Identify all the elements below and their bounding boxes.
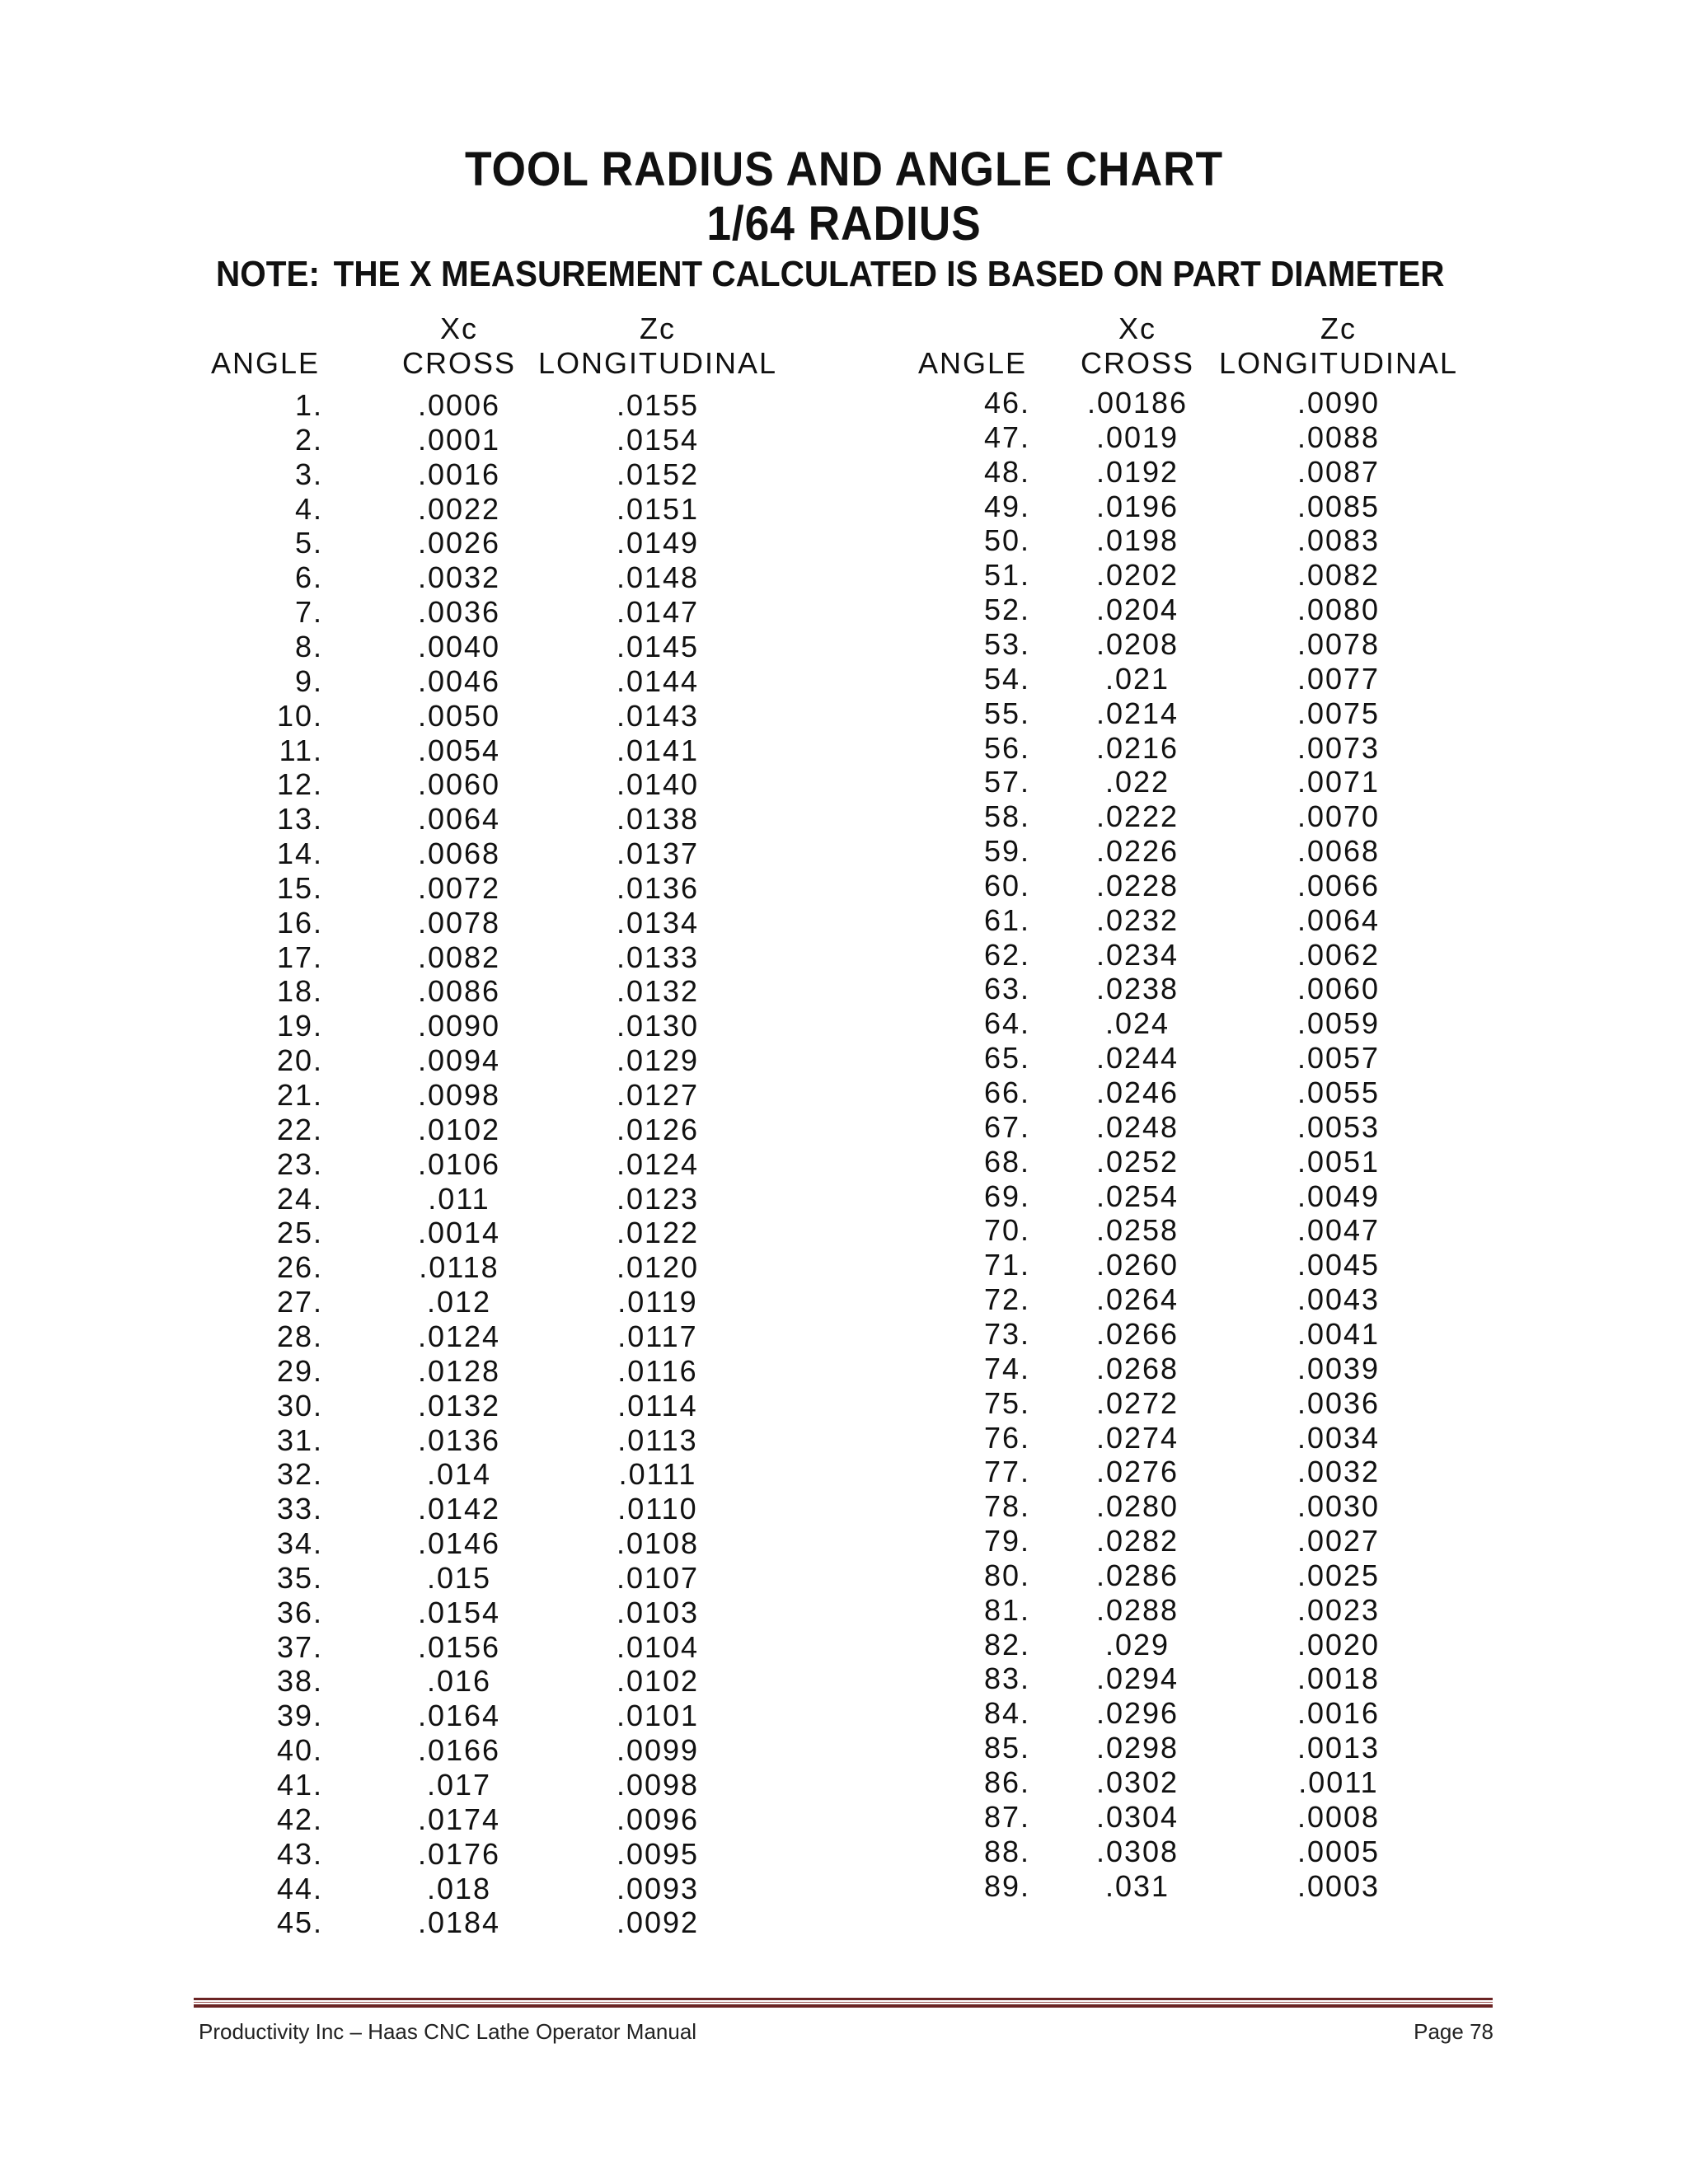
right-header-longitudinal: LONGITUDINAL (1218, 346, 1459, 380)
left-table-cell-zc-longitudinal: .0095 (616, 1836, 700, 1871)
left-table-cell-angle: 45. (276, 1905, 323, 1940)
right-table-cell-zc-longitudinal: .0087 (1296, 454, 1381, 489)
right-table-cell-angle: 83. (983, 1661, 1030, 1696)
right-table-cell-angle: 58. (983, 799, 1030, 834)
right-table-cell-xc-cross: .0288 (1095, 1592, 1179, 1627)
left-table-cell-xc-cross: .0132 (417, 1388, 501, 1422)
right-table-cell-angle: 74. (983, 1351, 1030, 1385)
left-table-cell-angle: 14. (276, 837, 323, 871)
right-table-cell-angle: 81. (983, 1592, 1030, 1627)
left-table-cell-angle: 27. (276, 1285, 323, 1319)
left-table-cell-angle: 38. (276, 1664, 323, 1699)
left-table-cell-angle: 20. (276, 1043, 323, 1078)
right-table-cell-zc-longitudinal: .0059 (1296, 1006, 1381, 1041)
left-table-cell-angle: 31. (276, 1422, 323, 1457)
left-table-cell-angle: 36. (276, 1595, 323, 1629)
left-table-cell-zc-longitudinal: .0147 (616, 595, 700, 630)
right-table-cell-zc-longitudinal: .0005 (1296, 1834, 1381, 1868)
left-table-cell-xc-cross: .016 (426, 1664, 492, 1699)
left-table-cell-zc-longitudinal: .0099 (616, 1733, 700, 1768)
right-table-cell-xc-cross: .0274 (1095, 1420, 1179, 1455)
left-table-cell-angle: 32. (276, 1457, 323, 1492)
right-table-cell-zc-longitudinal: .0041 (1296, 1316, 1381, 1351)
right-table-cell-zc-longitudinal: .0060 (1296, 972, 1381, 1006)
right-table-cell-angle: 87. (983, 1799, 1030, 1834)
left-table-cell-angle: 30. (276, 1388, 323, 1422)
left-table-cell-zc-longitudinal: .0098 (616, 1768, 700, 1802)
right-table-cell-zc-longitudinal: .0049 (1296, 1179, 1381, 1213)
left-table-cell-zc-longitudinal: .0130 (616, 1009, 700, 1043)
right-header-angle: ANGLE (917, 346, 1028, 380)
left-table-cell-xc-cross: .0164 (417, 1699, 501, 1733)
left-table-cell-xc-cross: .0082 (417, 940, 501, 974)
right-table-cell-xc-cross: .00186 (1086, 386, 1189, 419)
right-table-cell-zc-longitudinal: .0027 (1296, 1524, 1381, 1558)
right-table-cell-xc-cross: .0304 (1095, 1799, 1179, 1834)
left-table-cell-angle: 5. (294, 526, 323, 560)
left-table-cell-zc-longitudinal: .0138 (616, 802, 700, 837)
left-table-cell-xc-cross: .0014 (417, 1216, 501, 1250)
right-table-cell-angle: 85. (983, 1731, 1030, 1765)
right-table-cell-xc-cross: .0204 (1095, 593, 1179, 627)
right-table-cell-xc-cross: .0198 (1095, 523, 1179, 558)
left-table-cell-zc-longitudinal: .0104 (616, 1629, 700, 1664)
left-table-cell-xc-cross: .0006 (417, 388, 501, 422)
left-table-cell-zc-longitudinal: .0111 (618, 1457, 697, 1492)
left-table-cell-angle: 23. (276, 1146, 323, 1181)
right-table-cell-xc-cross: .0238 (1095, 972, 1179, 1006)
left-table-cell-xc-cross: .0036 (417, 595, 501, 630)
right-table-cell-xc-cross: .0202 (1095, 558, 1179, 593)
left-table-cell-xc-cross: .015 (426, 1560, 492, 1595)
chart-subtitle: 1/64 RADIUS (706, 197, 982, 251)
right-table-cell-angle: 48. (983, 454, 1030, 489)
left-table-cell-xc-cross: .018 (426, 1871, 492, 1905)
right-table-cell-zc-longitudinal: .0083 (1296, 523, 1381, 558)
left-table-cell-xc-cross: .014 (426, 1457, 492, 1492)
left-table-cell-zc-longitudinal: .0133 (616, 940, 700, 974)
left-table-cell-zc-longitudinal: .0101 (616, 1699, 700, 1733)
right-table-cell-zc-longitudinal: .0047 (1296, 1213, 1381, 1248)
left-table-cell-xc-cross: .0176 (417, 1836, 501, 1871)
right-table-cell-angle: 77. (983, 1455, 1030, 1489)
right-table-cell-xc-cross: .0282 (1095, 1524, 1179, 1558)
left-table-cell-xc-cross: .0046 (417, 663, 501, 698)
right-table-cell-xc-cross: .0208 (1095, 626, 1179, 661)
left-table-cell-xc-cross: .0102 (417, 1112, 501, 1146)
right-table-cell-xc-cross: .0252 (1095, 1144, 1179, 1179)
right-table-cell-xc-cross: .0302 (1095, 1765, 1179, 1799)
left-table-cell-xc-cross: .0166 (417, 1733, 501, 1768)
right-table-cell-angle: 67. (983, 1109, 1030, 1144)
left-table-cell-xc-cross: .0001 (417, 422, 501, 457)
left-table-cell-xc-cross: .0118 (419, 1250, 499, 1285)
right-table-cell-angle: 63. (983, 972, 1030, 1006)
left-table-cell-zc-longitudinal: .0107 (616, 1560, 700, 1595)
right-table-cell-xc-cross: .0268 (1095, 1351, 1179, 1385)
right-table-cell-zc-longitudinal: .0003 (1296, 1868, 1381, 1903)
right-table-cell-angle: 84. (983, 1696, 1030, 1731)
left-table-cell-zc-longitudinal: .0148 (616, 560, 700, 595)
right-table-cell-xc-cross: .0196 (1095, 489, 1179, 523)
right-table-cell-zc-longitudinal: .0016 (1296, 1696, 1381, 1731)
right-table-cell-angle: 72. (983, 1282, 1030, 1317)
right-header-cross: CROSS (1080, 346, 1195, 380)
right-table-cell-zc-longitudinal: .0043 (1296, 1282, 1381, 1317)
left-table-cell-angle: 17. (276, 940, 323, 974)
right-table-cell-xc-cross: .0272 (1095, 1385, 1179, 1420)
left-table-cell-angle: 11. (279, 733, 323, 767)
right-table-cell-angle: 73. (983, 1316, 1030, 1351)
left-table-cell-angle: 2. (294, 422, 323, 457)
right-table-cell-xc-cross: .0266 (1095, 1316, 1179, 1351)
left-table-cell-zc-longitudinal: .0140 (616, 767, 700, 802)
right-table-cell-xc-cross: .0264 (1095, 1282, 1179, 1317)
right-table-cell-angle: 54. (983, 661, 1030, 696)
right-table-cell-zc-longitudinal: .0034 (1296, 1420, 1381, 1455)
right-table-cell-angle: 56. (983, 730, 1030, 765)
left-table-cell-angle: 15. (276, 870, 323, 905)
left-table-cell-xc-cross: .017 (426, 1768, 492, 1802)
left-header-xc: Xc (439, 312, 478, 345)
right-table-cell-xc-cross: .0232 (1095, 902, 1179, 937)
left-table-cell-angle: 3. (294, 457, 323, 491)
right-table-cell-angle: 49. (983, 489, 1030, 523)
left-table-cell-zc-longitudinal: .0132 (616, 974, 700, 1009)
left-table-cell-zc-longitudinal: .0120 (616, 1250, 700, 1285)
left-table-cell-zc-longitudinal: .0123 (616, 1181, 700, 1216)
left-table-cell-xc-cross: .0040 (417, 629, 501, 663)
right-table-cell-zc-longitudinal: .0045 (1296, 1248, 1381, 1282)
left-table-cell-zc-longitudinal: .0134 (616, 905, 700, 940)
left-table-cell-zc-longitudinal: .0145 (616, 629, 700, 663)
left-table-cell-zc-longitudinal: .0124 (616, 1146, 700, 1181)
right-table-cell-zc-longitudinal: .0085 (1296, 489, 1381, 523)
left-table-cell-zc-longitudinal: .0114 (617, 1388, 698, 1422)
left-table-cell-angle: 40. (276, 1733, 323, 1768)
note-text: THE X MEASUREMENT CALCULATED IS BASED ON PART DIAMETER (333, 254, 1445, 294)
right-table-cell-zc-longitudinal: .0053 (1296, 1109, 1381, 1144)
left-table-cell-angle: 7. (294, 595, 323, 630)
left-table-cell-zc-longitudinal: .0152 (616, 457, 700, 491)
left-table-cell-zc-longitudinal: .0110 (617, 1492, 698, 1526)
left-table-cell-zc-longitudinal: .0136 (616, 870, 700, 905)
right-table-cell-angle: 69. (983, 1179, 1030, 1213)
left-table-cell-xc-cross: .0154 (417, 1595, 501, 1629)
right-table-cell-zc-longitudinal: .0020 (1296, 1627, 1381, 1661)
left-table-cell-angle: 9. (294, 663, 323, 698)
left-table-cell-xc-cross: .0078 (417, 905, 501, 940)
right-table-cell-xc-cross: .0254 (1095, 1179, 1179, 1213)
left-table-cell-zc-longitudinal: .0092 (616, 1905, 700, 1940)
right-table-cell-angle: 64. (983, 1006, 1030, 1041)
left-table-cell-xc-cross: .011 (428, 1181, 490, 1216)
right-table-cell-zc-longitudinal: .0057 (1296, 1041, 1381, 1076)
left-table-cell-zc-longitudinal: .0102 (616, 1664, 700, 1699)
right-table-cell-xc-cross: .0286 (1095, 1558, 1179, 1592)
left-table-cell-zc-longitudinal: .0137 (616, 837, 700, 871)
right-table-cell-angle: 80. (983, 1558, 1030, 1592)
left-table-cell-angle: 25. (276, 1216, 323, 1250)
left-table-cell-zc-longitudinal: .0116 (617, 1353, 698, 1388)
left-table-cell-angle: 43. (276, 1836, 323, 1871)
footer-manual-title: Productivity Inc – Haas CNC Lathe Operator Manual (199, 2019, 697, 2044)
right-table-cell-xc-cross: .0234 (1095, 937, 1179, 972)
right-table-cell-angle: 65. (983, 1041, 1030, 1076)
left-table-cell-xc-cross: .0184 (417, 1905, 501, 1940)
right-table-cell-xc-cross: .0244 (1095, 1041, 1179, 1076)
left-table-cell-angle: 29. (276, 1353, 323, 1388)
left-header-cross: CROSS (401, 346, 517, 380)
right-header-zc: Zc (1320, 312, 1357, 345)
left-table-cell-zc-longitudinal: .0103 (616, 1595, 700, 1629)
left-table-cell-xc-cross: .0016 (417, 457, 501, 491)
right-table-cell-xc-cross: .0276 (1095, 1455, 1179, 1489)
right-table-cell-xc-cross: .0260 (1095, 1248, 1179, 1282)
right-table-cell-xc-cross: .0222 (1095, 799, 1179, 834)
right-table-cell-zc-longitudinal: .0039 (1296, 1351, 1381, 1385)
right-table-cell-zc-longitudinal: .0032 (1296, 1455, 1381, 1489)
right-table-cell-angle: 82. (983, 1627, 1030, 1661)
right-table-cell-xc-cross: .0228 (1095, 868, 1179, 902)
left-table-cell-xc-cross: .0174 (417, 1802, 501, 1836)
right-table-cell-zc-longitudinal: .0080 (1296, 593, 1381, 627)
right-table-cell-zc-longitudinal: .0088 (1296, 419, 1381, 454)
left-table-cell-zc-longitudinal: .0141 (616, 733, 700, 767)
left-table-cell-angle: 42. (276, 1802, 323, 1836)
left-table-cell-xc-cross: .0064 (417, 802, 501, 837)
left-header-angle: ANGLE (210, 346, 321, 380)
note-label: NOTE: (216, 254, 320, 294)
right-table-cell-angle: 78. (983, 1489, 1030, 1524)
left-table-cell-angle: 10. (276, 698, 323, 733)
left-table-cell-zc-longitudinal: .0126 (616, 1112, 700, 1146)
left-table-cell-angle: 6. (294, 560, 323, 595)
right-table-cell-angle: 70. (983, 1213, 1030, 1248)
right-table-cell-angle: 89. (983, 1868, 1030, 1903)
right-table-cell-angle: 52. (983, 593, 1030, 627)
left-table-cell-xc-cross: .0060 (417, 767, 501, 802)
right-table-cell-xc-cross: .0258 (1095, 1213, 1179, 1248)
left-table-cell-xc-cross: .0142 (417, 1492, 501, 1526)
left-table-cell-xc-cross: .0086 (417, 974, 501, 1009)
right-table-cell-zc-longitudinal: .0071 (1296, 765, 1381, 799)
right-table-cell-zc-longitudinal: .0077 (1296, 661, 1381, 696)
right-table-cell-xc-cross: .024 (1104, 1006, 1170, 1041)
left-table-cell-angle: 16. (276, 905, 323, 940)
right-table-cell-angle: 71. (983, 1248, 1030, 1282)
left-table-cell-angle: 22. (276, 1112, 323, 1146)
right-table-cell-xc-cross: .031 (1104, 1868, 1170, 1903)
left-table-cell-xc-cross: .0136 (417, 1422, 501, 1457)
right-table-cell-zc-longitudinal: .0068 (1296, 834, 1381, 869)
right-table-cell-xc-cross: .0226 (1095, 834, 1179, 869)
left-table-cell-xc-cross: .0054 (417, 733, 501, 767)
right-table-cell-angle: 47. (983, 419, 1030, 454)
left-table-cell-xc-cross: .0022 (417, 491, 501, 526)
right-table-cell-xc-cross: .0308 (1095, 1834, 1179, 1868)
left-table-cell-zc-longitudinal: .0149 (616, 526, 700, 560)
right-table-cell-xc-cross: .0192 (1095, 454, 1179, 489)
left-table-cell-zc-longitudinal: .0151 (616, 491, 700, 526)
right-table-cell-xc-cross: .022 (1104, 765, 1170, 799)
left-table-cell-angle: 24. (276, 1181, 323, 1216)
left-table-cell-xc-cross: .0156 (417, 1629, 501, 1664)
right-table-cell-zc-longitudinal: .0051 (1296, 1144, 1381, 1179)
right-table-cell-angle: 79. (983, 1524, 1030, 1558)
left-table-cell-angle: 1. (294, 388, 323, 422)
right-table-cell-angle: 66. (983, 1076, 1030, 1109)
right-table-cell-zc-longitudinal: .0023 (1296, 1592, 1381, 1627)
chart-title: TOOL RADIUS AND ANGLE CHART (464, 143, 1224, 196)
right-table-cell-angle: 51. (983, 558, 1030, 593)
right-table-cell-zc-longitudinal: .0066 (1296, 868, 1381, 902)
right-table-cell-zc-longitudinal: .0013 (1296, 1731, 1381, 1765)
left-table-cell-angle: 8. (294, 629, 323, 663)
left-table-cell-xc-cross: .0128 (417, 1353, 501, 1388)
right-table-cell-angle: 53. (983, 626, 1030, 661)
left-table-cell-zc-longitudinal: .0154 (616, 422, 700, 457)
left-table-cell-xc-cross: .0032 (417, 560, 501, 595)
left-table-cell-xc-cross: .0094 (417, 1043, 501, 1078)
right-table-cell-xc-cross: .0214 (1095, 696, 1179, 730)
left-table-cell-zc-longitudinal: .0117 (617, 1319, 698, 1353)
right-table-cell-zc-longitudinal: .0073 (1296, 730, 1381, 765)
left-table-cell-zc-longitudinal: .0113 (617, 1422, 698, 1457)
right-table-cell-zc-longitudinal: .0064 (1296, 902, 1381, 937)
right-table-cell-xc-cross: .029 (1104, 1627, 1170, 1661)
right-table-cell-angle: 59. (983, 834, 1030, 869)
right-table-cell-xc-cross: .021 (1104, 661, 1170, 696)
left-table-cell-zc-longitudinal: .0108 (616, 1526, 700, 1561)
left-table-cell-zc-longitudinal: .0119 (617, 1285, 698, 1319)
right-table-cell-angle: 75. (983, 1385, 1030, 1420)
right-table-cell-angle: 60. (983, 868, 1030, 902)
left-table-cell-xc-cross: .0090 (417, 1009, 501, 1043)
left-table-cell-zc-longitudinal: .0093 (616, 1871, 700, 1905)
right-table-cell-angle: 88. (983, 1834, 1030, 1868)
right-table-cell-zc-longitudinal: .0078 (1296, 626, 1381, 661)
footer-divider (194, 1998, 1493, 2008)
left-table-cell-angle: 26. (276, 1250, 323, 1285)
left-table-cell-zc-longitudinal: .0155 (616, 388, 700, 422)
left-table-cell-xc-cross: .0106 (417, 1146, 501, 1181)
right-table-cell-angle: 50. (983, 523, 1030, 558)
right-table-cell-angle: 62. (983, 937, 1030, 972)
right-table-cell-angle: 68. (983, 1144, 1030, 1179)
left-table-cell-zc-longitudinal: .0127 (616, 1078, 700, 1112)
right-table-cell-xc-cross: .0280 (1095, 1489, 1179, 1524)
right-table-cell-xc-cross: .0294 (1095, 1661, 1179, 1696)
left-table-cell-zc-longitudinal: .0122 (616, 1216, 700, 1250)
right-table-cell-xc-cross: .0298 (1095, 1731, 1179, 1765)
left-table-cell-angle: 35. (276, 1560, 323, 1595)
left-table-cell-zc-longitudinal: .0144 (616, 663, 700, 698)
footer-page-number: Page 78 (1414, 2019, 1493, 2044)
right-table-cell-xc-cross: .0248 (1095, 1109, 1179, 1144)
right-table-cell-xc-cross: .0216 (1095, 730, 1179, 765)
right-table-cell-zc-longitudinal: .0008 (1296, 1799, 1381, 1834)
right-table-cell-zc-longitudinal: .0090 (1296, 386, 1381, 419)
left-table-cell-zc-longitudinal: .0129 (616, 1043, 700, 1078)
right-table-cell-angle: 86. (983, 1765, 1030, 1799)
right-table-cell-angle: 76. (983, 1420, 1030, 1455)
left-table-cell-xc-cross: .012 (426, 1285, 492, 1319)
right-table-cell-angle: 55. (983, 696, 1030, 730)
right-table-cell-zc-longitudinal: .0075 (1296, 696, 1381, 730)
right-table-cell-angle: 57. (983, 765, 1030, 799)
left-table-cell-angle: 13. (276, 802, 323, 837)
right-table-cell-zc-longitudinal: .0011 (1298, 1765, 1379, 1799)
left-table-cell-angle: 19. (276, 1009, 323, 1043)
left-table-cell-zc-longitudinal: .0096 (616, 1802, 700, 1836)
right-header-xc: Xc (1118, 312, 1156, 345)
right-table-cell-zc-longitudinal: .0055 (1296, 1076, 1381, 1109)
left-table-cell-angle: 4. (294, 491, 323, 526)
left-table-cell-angle: 18. (276, 974, 323, 1009)
left-table-cell-xc-cross: .0068 (417, 837, 501, 871)
left-table-cell-angle: 21. (276, 1078, 323, 1112)
left-table-cell-angle: 41. (276, 1768, 323, 1802)
right-table-cell-zc-longitudinal: .0082 (1296, 558, 1381, 593)
left-table-cell-xc-cross: .0026 (417, 526, 501, 560)
right-table-cell-xc-cross: .0246 (1095, 1076, 1179, 1109)
left-table-cell-xc-cross: .0146 (417, 1526, 501, 1561)
left-table-cell-zc-longitudinal: .0143 (616, 698, 700, 733)
left-table-cell-xc-cross: .0098 (417, 1078, 501, 1112)
right-table-cell-angle: 61. (983, 902, 1030, 937)
left-table-cell-angle: 12. (276, 767, 323, 802)
left-table-cell-xc-cross: .0072 (417, 870, 501, 905)
left-header-zc: Zc (640, 312, 676, 345)
left-header-longitudinal: LONGITUDINAL (537, 346, 778, 380)
right-table-cell-zc-longitudinal: .0070 (1296, 799, 1381, 834)
left-table-cell-xc-cross: .0050 (417, 698, 501, 733)
right-table-cell-zc-longitudinal: .0062 (1296, 937, 1381, 972)
left-table-cell-angle: 33. (276, 1492, 323, 1526)
right-table-cell-zc-longitudinal: .0036 (1296, 1385, 1381, 1420)
right-table-cell-xc-cross: .0296 (1095, 1696, 1179, 1731)
right-table-cell-zc-longitudinal: .0030 (1296, 1489, 1381, 1524)
note (216, 254, 1445, 295)
right-table-cell-xc-cross: .0019 (1095, 419, 1179, 454)
left-table-cell-angle: 34. (276, 1526, 323, 1561)
left-table-cell-angle: 44. (276, 1871, 323, 1905)
right-table-cell-zc-longitudinal: .0018 (1296, 1661, 1381, 1696)
left-table-cell-xc-cross: .0124 (417, 1319, 501, 1353)
left-table-cell-angle: 37. (276, 1629, 323, 1664)
right-table-cell-zc-longitudinal: .0025 (1296, 1558, 1381, 1592)
left-table-cell-angle: 39. (276, 1699, 323, 1733)
right-table-cell-angle: 46. (983, 386, 1030, 419)
left-table-cell-angle: 28. (276, 1319, 323, 1353)
